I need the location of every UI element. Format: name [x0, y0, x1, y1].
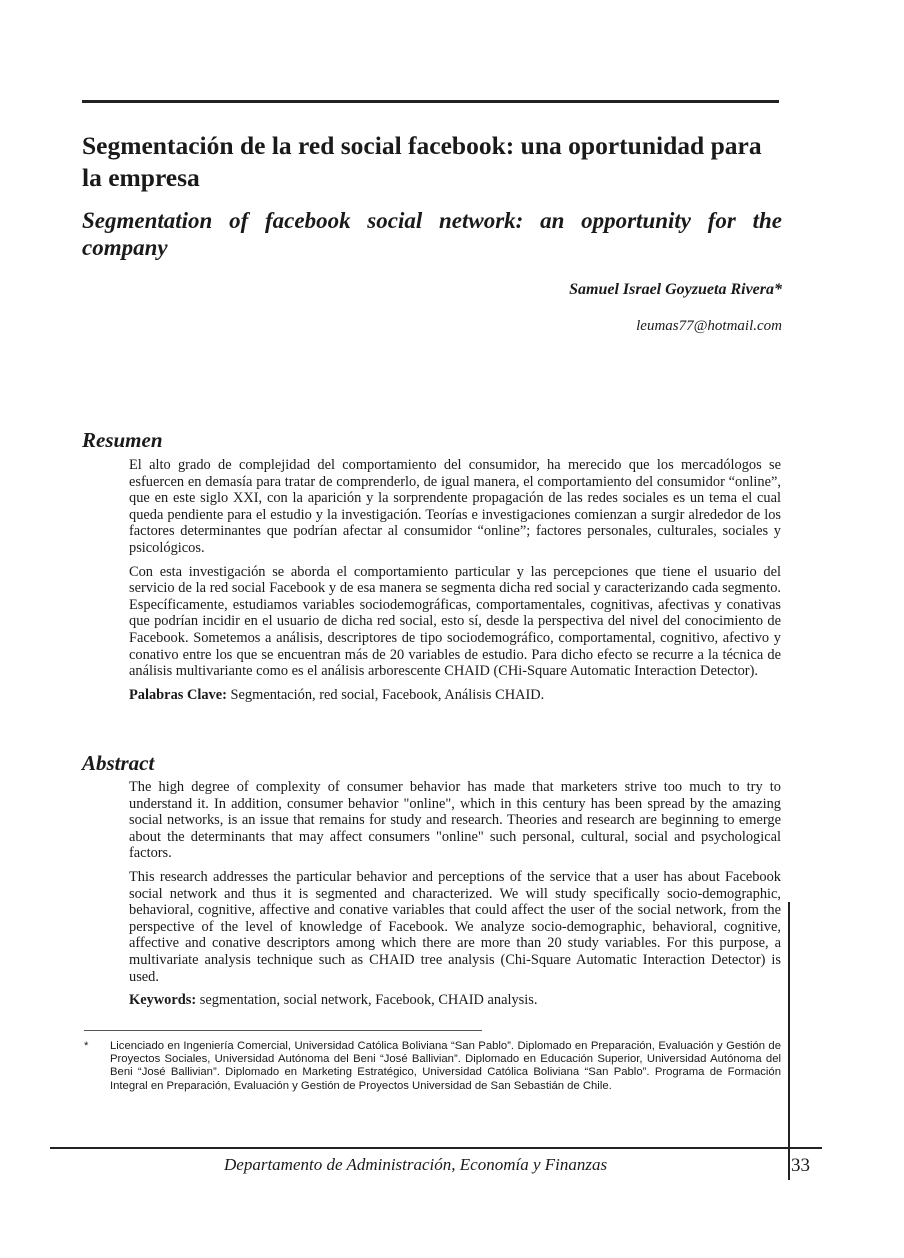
footnote-mark: *: [84, 1040, 89, 1052]
resumen-keywords-label: Palabras Clave:: [129, 686, 227, 703]
abstract-paragraph: This research addresses the particular behavior and perceptions of the service that a user has about Facebook social network and thus it is segmented and characterized. We will study specifically socio-demographic, behavioral, cognitive, affective and conative variables that could affect the user of the social network, from the perspective of the level of knowledge of Facebook. We analyze socio-demographic, behavioral, cognitive, affective and conative descriptors among which there are more than 20 study variables. For this purpose, a multivariate analysis technique such as CHAID tree analysis (Chi-Square Automatic Interaction Detector) is used.: [129, 868, 781, 985]
resumen-paragraph: Con esta investigación se aborda el comportamiento particular y las percepciones que tiene el usuario del servicio de la red social Facebook y de esa manera se segmenta dicha red social y caracterizando cada segmento. Específicamente, estudiamos variables sociodemográficas, comportamentales, cognitivas, afectivas y conativas que podrían incidir en el usuario de dicha red social, esto sí, desde la perspectiva del nivel del conocimiento de Facebook. Sometemos a análisis, descriptores de tipo sociodemográfico, comportamental, cognitivo, afectivo y conativo entre los que se encuentran más de 20 variables de estudio. Para dicho efecto se recurre a la técnica de análisis multivariante como es el análisis arborescente CHAID (CHi-Square Automatic Interaction Detector).: [129, 563, 781, 680]
resumen-paragraph: El alto grado de complejidad del comportamiento del consumidor, ha merecido que los mercadólogos se esfuercen en demasía para tratar de comprenderlo, de igual manera, el comportamiento del consumidor “online”, que en este siglo XXI, con la aparición y la sorprendente propagación de las redes sociales es un tema el cual queda pendiente para el estudio y la investigación. Teorías e investigaciones comienzan a surgir alrededor de los factores determinantes que podrían afectar al consumidor “online”; factores personales, culturales, sociales y psicológicos.: [129, 457, 781, 556]
page-number: 33: [791, 1155, 810, 1176]
footer-rule: [50, 1147, 822, 1149]
footnote-rule: [84, 1030, 482, 1031]
footnote-text: Licenciado en Ingeniería Comercial, Universidad Católica Boliviana “San Pablo”. Diplomado en Preparación, Evaluación y Gestión de Proyectos Sociales, Universidad Autónoma del Beni “José Ballivian”. Diplomado en Educación Superior, Universidad Autónoma del Beni “José Ballivian”. Diplomado en Marketing Estratégico, Universidad Católica Boliviana “San Pablo”. Programa de Formación Integral en Preparación, Evaluación y Gestión de Proyectos Universidad de San Sebastián de Chile.: [110, 1040, 781, 1092]
abstract-keywords-text: segmentation, social network, Facebook, CHAID analysis.: [196, 992, 538, 1009]
running-footer: Departamento de Administración, Economía y Finanzas: [224, 1155, 608, 1174]
abstract-body: [129, 779, 781, 1016]
resumen-heading: Resumen: [82, 428, 163, 452]
abstract-keywords-label: Keywords:: [129, 992, 197, 1009]
abstract-paragraph: The high degree of complexity of consumer behavior has made that marketers strive too much to try to understand it. In addition, consumer behavior "online", which in this century has been spread by the amazing social networks, is an issue that remains for study and research. Theories and research are beginning to emerge about the determinants that may affect consumers "online" such personal, cultural, social and psychological factors.: [129, 779, 781, 862]
resumen-body: [129, 457, 781, 710]
title-english: Segmentation of facebook social network: an opportunity for the company: [82, 208, 782, 260]
abstract-keywords: [129, 992, 781, 1009]
resumen-keywords-text: Segmentación, red social, Facebook, Análisis CHAID.: [226, 686, 545, 703]
resumen-keywords: [129, 687, 781, 704]
abstract-heading: Abstract: [82, 751, 155, 775]
title-spanish: Segmentación de la red social facebook: una oportunidad para la empresa: [82, 131, 762, 192]
author-name: Samuel Israel Goyzueta Rivera*: [569, 281, 782, 298]
margin-vertical-rule: [788, 902, 790, 1180]
top-rule: [82, 100, 779, 103]
author-email: leumas77@hotmail.com: [636, 318, 782, 334]
footnote: [84, 1040, 781, 1093]
